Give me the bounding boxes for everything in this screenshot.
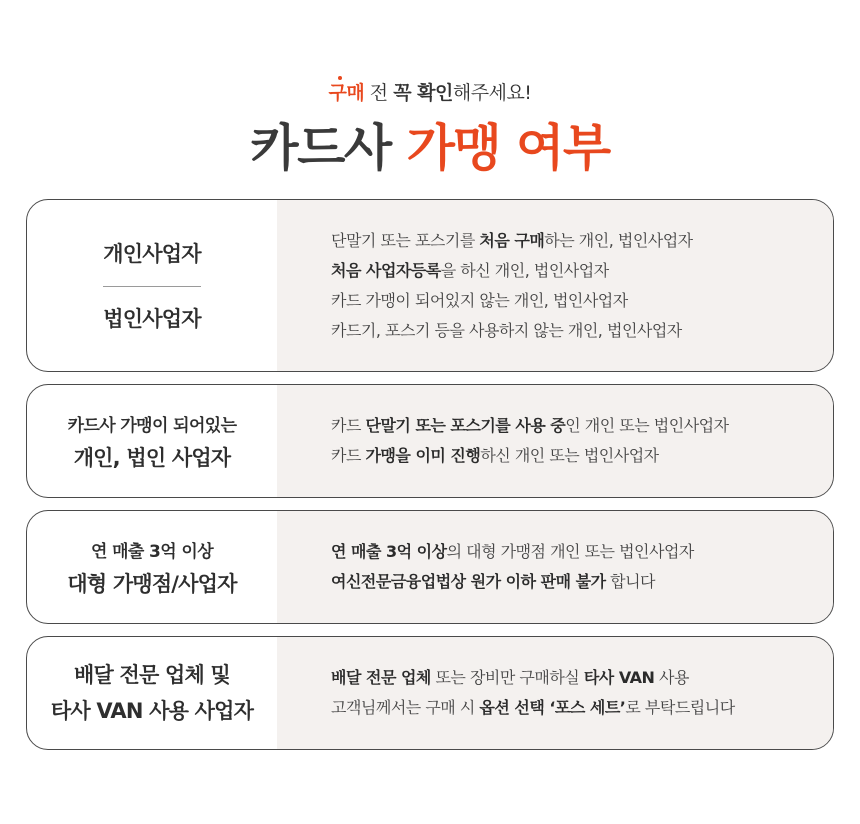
label-divider <box>103 286 201 287</box>
card-details <box>277 200 833 371</box>
detail-line <box>331 411 833 441</box>
subtitle-accent: 구매 <box>329 82 365 104</box>
page-title <box>0 108 860 180</box>
detail-line <box>331 693 833 723</box>
detail-emphasis: 가맹을 이미 진행 <box>365 446 481 465</box>
label-line-1: 배달 전문 업체 및 <box>74 663 230 687</box>
card-label <box>27 385 277 497</box>
label-line-1: 연 매출 3억 이상 <box>90 541 214 562</box>
subtitle-mid: 전 <box>364 82 394 104</box>
subtitle <box>0 78 860 105</box>
title-part1: 카드사 <box>250 119 407 177</box>
label-line-1: 카드사 가맹이 되어있는 <box>67 415 237 436</box>
card-details <box>277 385 833 497</box>
label-line-2: 타사 VAN 사용 사업자 <box>50 699 254 723</box>
card-delivery-van <box>26 636 834 750</box>
card-existing-merchant <box>26 384 834 498</box>
subtitle-rest: 해주세요! <box>452 82 532 104</box>
detail-line <box>331 537 833 567</box>
card-details <box>277 511 833 623</box>
detail-emphasis: 배달 전문 업체 <box>331 668 431 687</box>
card-label <box>27 200 277 371</box>
detail-text: 카드 <box>331 446 366 465</box>
detail-line <box>331 567 833 597</box>
label-line-2: 대형 가맹점/사업자 <box>67 571 237 596</box>
detail-emphasis: 단말기 또는 포스기를 사용 중 <box>365 416 566 435</box>
detail-text: 또는 장비만 구매하실 <box>430 668 584 687</box>
detail-emphasis: 타사 VAN <box>583 668 655 687</box>
detail-line <box>331 256 833 286</box>
detail-text: 카드기, 포스기 등을 사용하지 않는 개인, 법인사업자 <box>331 320 682 340</box>
detail-line <box>331 286 833 316</box>
card-label <box>27 511 277 623</box>
detail-text: 카드 <box>331 416 366 435</box>
card-large-merchant <box>26 510 834 624</box>
detail-emphasis: 옵션 선택 ‘포스 세트’ <box>479 698 626 717</box>
detail-text: 고객님께서는 구매 시 <box>331 698 480 717</box>
detail-emphasis: 연 매출 3억 이상 <box>331 542 447 561</box>
detail-text: 하는 개인, 법인사업자 <box>544 230 693 250</box>
detail-text: 단말기 또는 포스기를 <box>331 230 480 250</box>
detail-line <box>331 663 833 693</box>
detail-emphasis: 여신전문금융업법상 원가 이하 판매 불가 <box>331 572 606 591</box>
label-line-1: 개인사업자 <box>103 242 201 266</box>
subtitle-bold: 꼭 확인 <box>393 82 453 104</box>
card-label <box>27 637 277 749</box>
detail-text: 합니다 <box>605 572 656 591</box>
label-line-2: 개인, 법인 사업자 <box>73 445 231 470</box>
detail-text: 인 개인 또는 법인사업자 <box>565 416 729 435</box>
detail-text: 하신 개인 또는 법인사업자 <box>480 446 659 465</box>
card-details <box>277 637 833 749</box>
detail-emphasis: 처음 사업자등록 <box>331 260 441 280</box>
detail-text: 의 대형 가맹점 개인 또는 법인사업자 <box>446 542 694 561</box>
detail-line <box>331 316 833 346</box>
detail-text: 카드 가맹이 되어있지 않는 개인, 법인사업자 <box>331 290 628 310</box>
detail-line <box>331 226 833 256</box>
title-part2: 가맹 여부 <box>406 119 610 177</box>
detail-text: 로 부탁드립니다 <box>625 698 735 717</box>
card-business-owner <box>26 199 834 372</box>
label-line-2: 법인사업자 <box>103 307 201 331</box>
detail-text: 사용 <box>654 668 689 687</box>
detail-line <box>331 441 833 471</box>
accent-dot <box>338 76 342 80</box>
detail-emphasis: 처음 구매 <box>479 230 545 250</box>
detail-text: 을 하신 개인, 법인사업자 <box>440 260 609 280</box>
